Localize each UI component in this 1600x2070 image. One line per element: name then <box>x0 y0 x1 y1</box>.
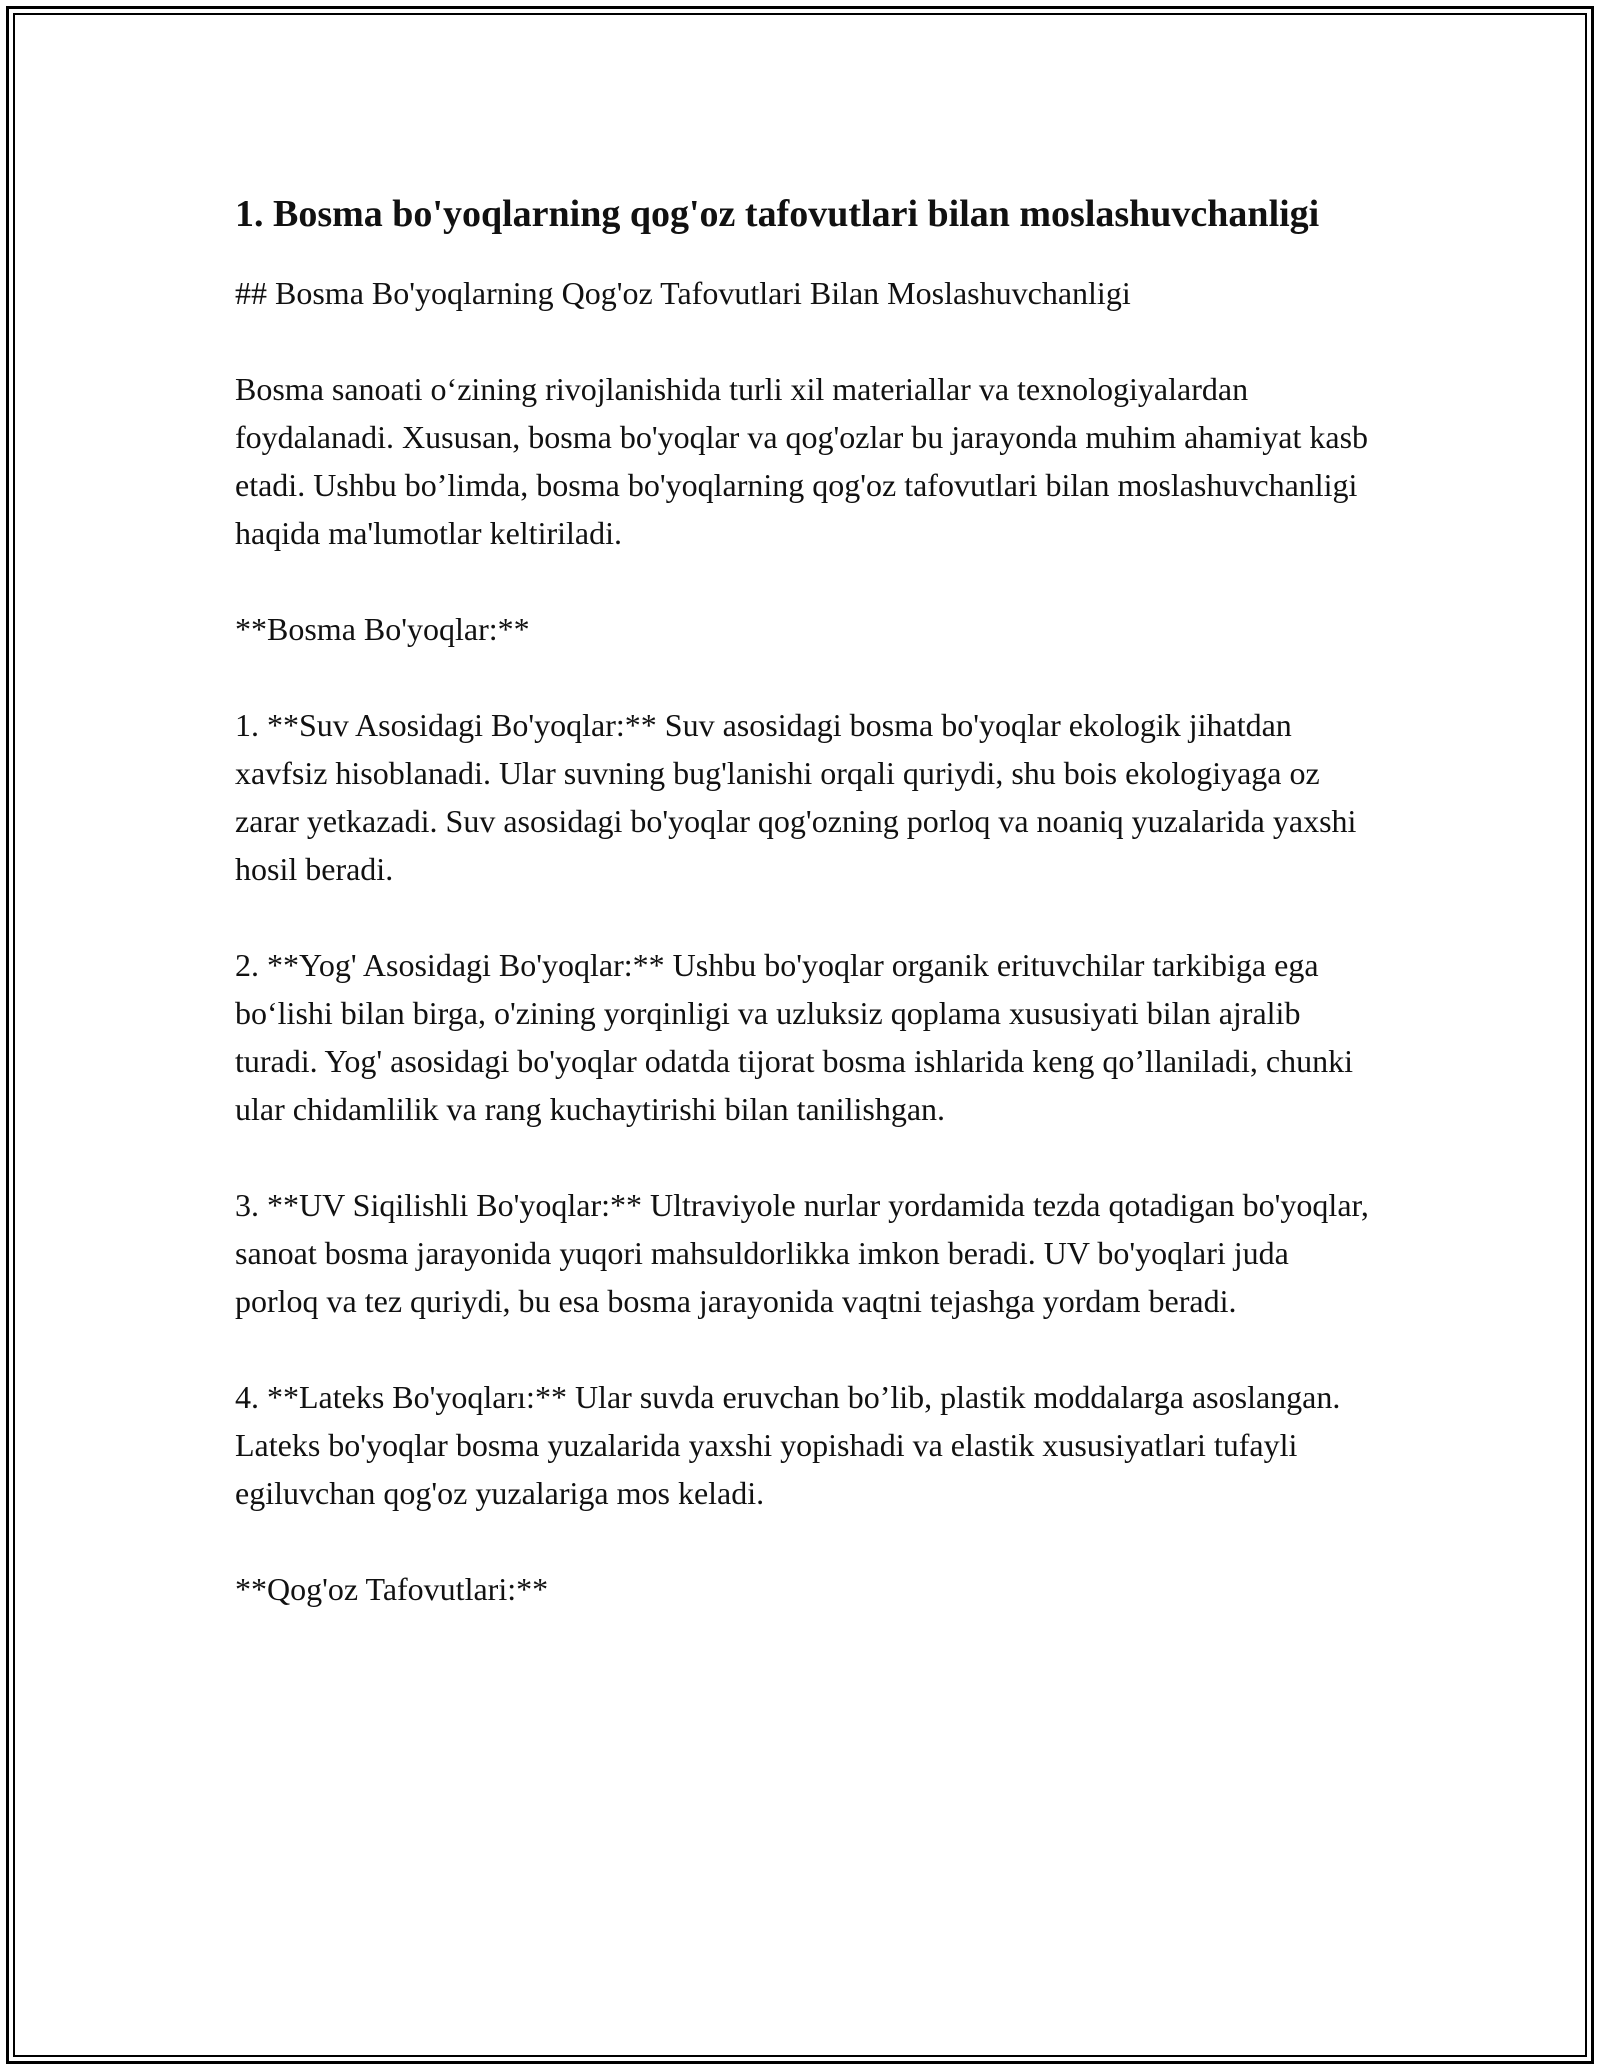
list-item: 3. **UV Siqilishli Bo'yoqlar:** Ultraviyole nurlar yordamida tezda qotadigan bo'yoqlar, sanoat bosma jarayonida yuqori mahsuldorlikka imkon beradi. UV bo'yoqlari juda porloq va tez quriydi, bu esa bosma jarayonida vaqtni tejashga yordam beradi. <box>235 1187 1369 1319</box>
list-item: 2. **Yog' Asosidagi Bo'yoqlar:** Ushbu bo'yoqlar organik erituvchilar tarkibiga ega bo‘lishi bilan birga, o'zining yorqinligi va uzluksiz qoplama xususiyati bilan ajralib turadi. Yog' asosidagi bo'yoqlar odatda tijorat bosma ishlarida keng qo’llaniladi, chunki ular chidamlilik va rang kuchaytirishi bilan tanilishgan. <box>235 947 1353 1127</box>
document-body <box>235 187 1375 1661</box>
document-subheading: ## Bosma Bo'yoqlarning Qog'oz Tafovutlari Bilan Moslashuvchanligi <box>235 275 1131 311</box>
document-title: 1. Bosma bo'yoqlarning qog'oz tafovutlari bilan moslashuvchanligi <box>235 193 1320 235</box>
intro-paragraph: Bosma sanoati o‘zining rivojlanishida turli xil materiallar va texnologiyalardan foydalanadi. Xususan, bosma bo'yoqlar va qog'ozlar bu jarayonda muhim ahamiyat kasb etadi. Ushbu bo’limda, bosma bo'yoqlarning qog'oz tafovutlari bilan moslashuvchanligi haqida ma'lumotlar keltiriladi. <box>235 371 1369 551</box>
list-item: 1. **Suv Asosidagi Bo'yoqlar:** Suv asosidagi bosma bo'yoqlar ekologik jihatdan xavfsiz hisoblanadi. Ular suvning bug'lanishi orqali quriydi, shu bois ekologiyaga oz zarar yetkazadi. Suv asosidagi bo'yoqlar qog'ozning porloq va noaniq yuzalarida yaxshi hosil beradi. <box>235 707 1357 887</box>
section-heading-inks: **Bosma Bo'yoqlar:** <box>235 611 530 647</box>
section-heading-paper: **Qog'oz Tafovutlari:** <box>235 1571 549 1607</box>
list-item: 4. **Lateks Bo'yoqları:** Ular suvda eruvchan bo’lib, plastik moddalarga asoslangan. Lateks bo'yoqlar bosma yuzalarida yaxshi yopishadi va elastik xususiyatlari tufayli egiluvchan qog'oz yuzalariga mos keladi. <box>235 1379 1341 1511</box>
